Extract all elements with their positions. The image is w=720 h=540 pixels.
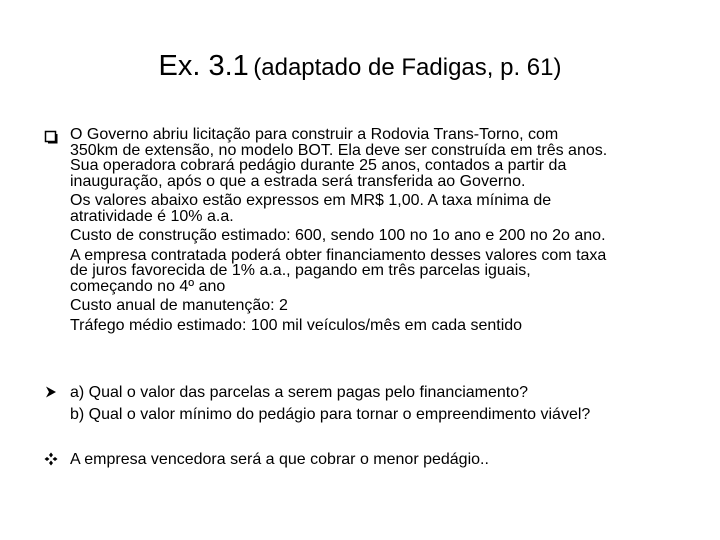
text-line: inauguração, após o que a estrada será transferida ao Governo. [70, 172, 526, 190]
title-main: Ex. 3.1 [158, 50, 249, 82]
arrowhead-bullet-icon [44, 385, 58, 399]
slide-title [0, 50, 720, 83]
text-line: de juros favorecida de 1% a.a., pagando em três parcelas iguais, [70, 262, 531, 279]
question-a: a) Qual o valor das parcelas a serem pagas pelo financiamento? [70, 384, 529, 401]
text-line: Custo de construção estimado: 600, sendo 100 no 1o ano e 200 no 2o ano. [70, 227, 606, 244]
four-diamond-bullet-icon [44, 452, 58, 466]
questions-text [70, 382, 700, 426]
conclusion-text-wrap [70, 449, 700, 471]
text-line: Sua operadora cobrará pedágio durante 25 anos, contados a partir da [70, 157, 567, 174]
text-line: O Governo abriu licitação para construir a Rodovia Trans-Torno, com [70, 126, 559, 143]
hollow-square-bullet-icon [44, 130, 58, 144]
text-line: Os valores abaixo estão expressos em MR$ 1,00. A taxa mínima de [70, 192, 552, 209]
text-line: 350km de extensão, no modelo BOT. Ela deve ser construída em três anos. [70, 141, 608, 159]
question-b: b) Qual o valor mínimo do pedágio para tornar o empreendimento viável? [70, 406, 591, 423]
problem-statement-text [70, 127, 700, 337]
text-line: começando no 4º ano [70, 277, 226, 295]
text-line: atratividade é 10% a.a. [70, 207, 234, 225]
conclusion-text: A empresa vencedora será a que cobrar o menor pedágio.. [70, 451, 489, 468]
text-line: Tráfego médio estimado: 100 mil veículos/mês em cada sentido [70, 316, 523, 334]
text-line: A empresa contratada poderá obter financiamento desses valores com taxa [70, 246, 607, 264]
text-line: Custo anual de manutenção: 2 [70, 297, 288, 314]
title-source: (adaptado de Fadigas, p. 61) [253, 54, 562, 81]
